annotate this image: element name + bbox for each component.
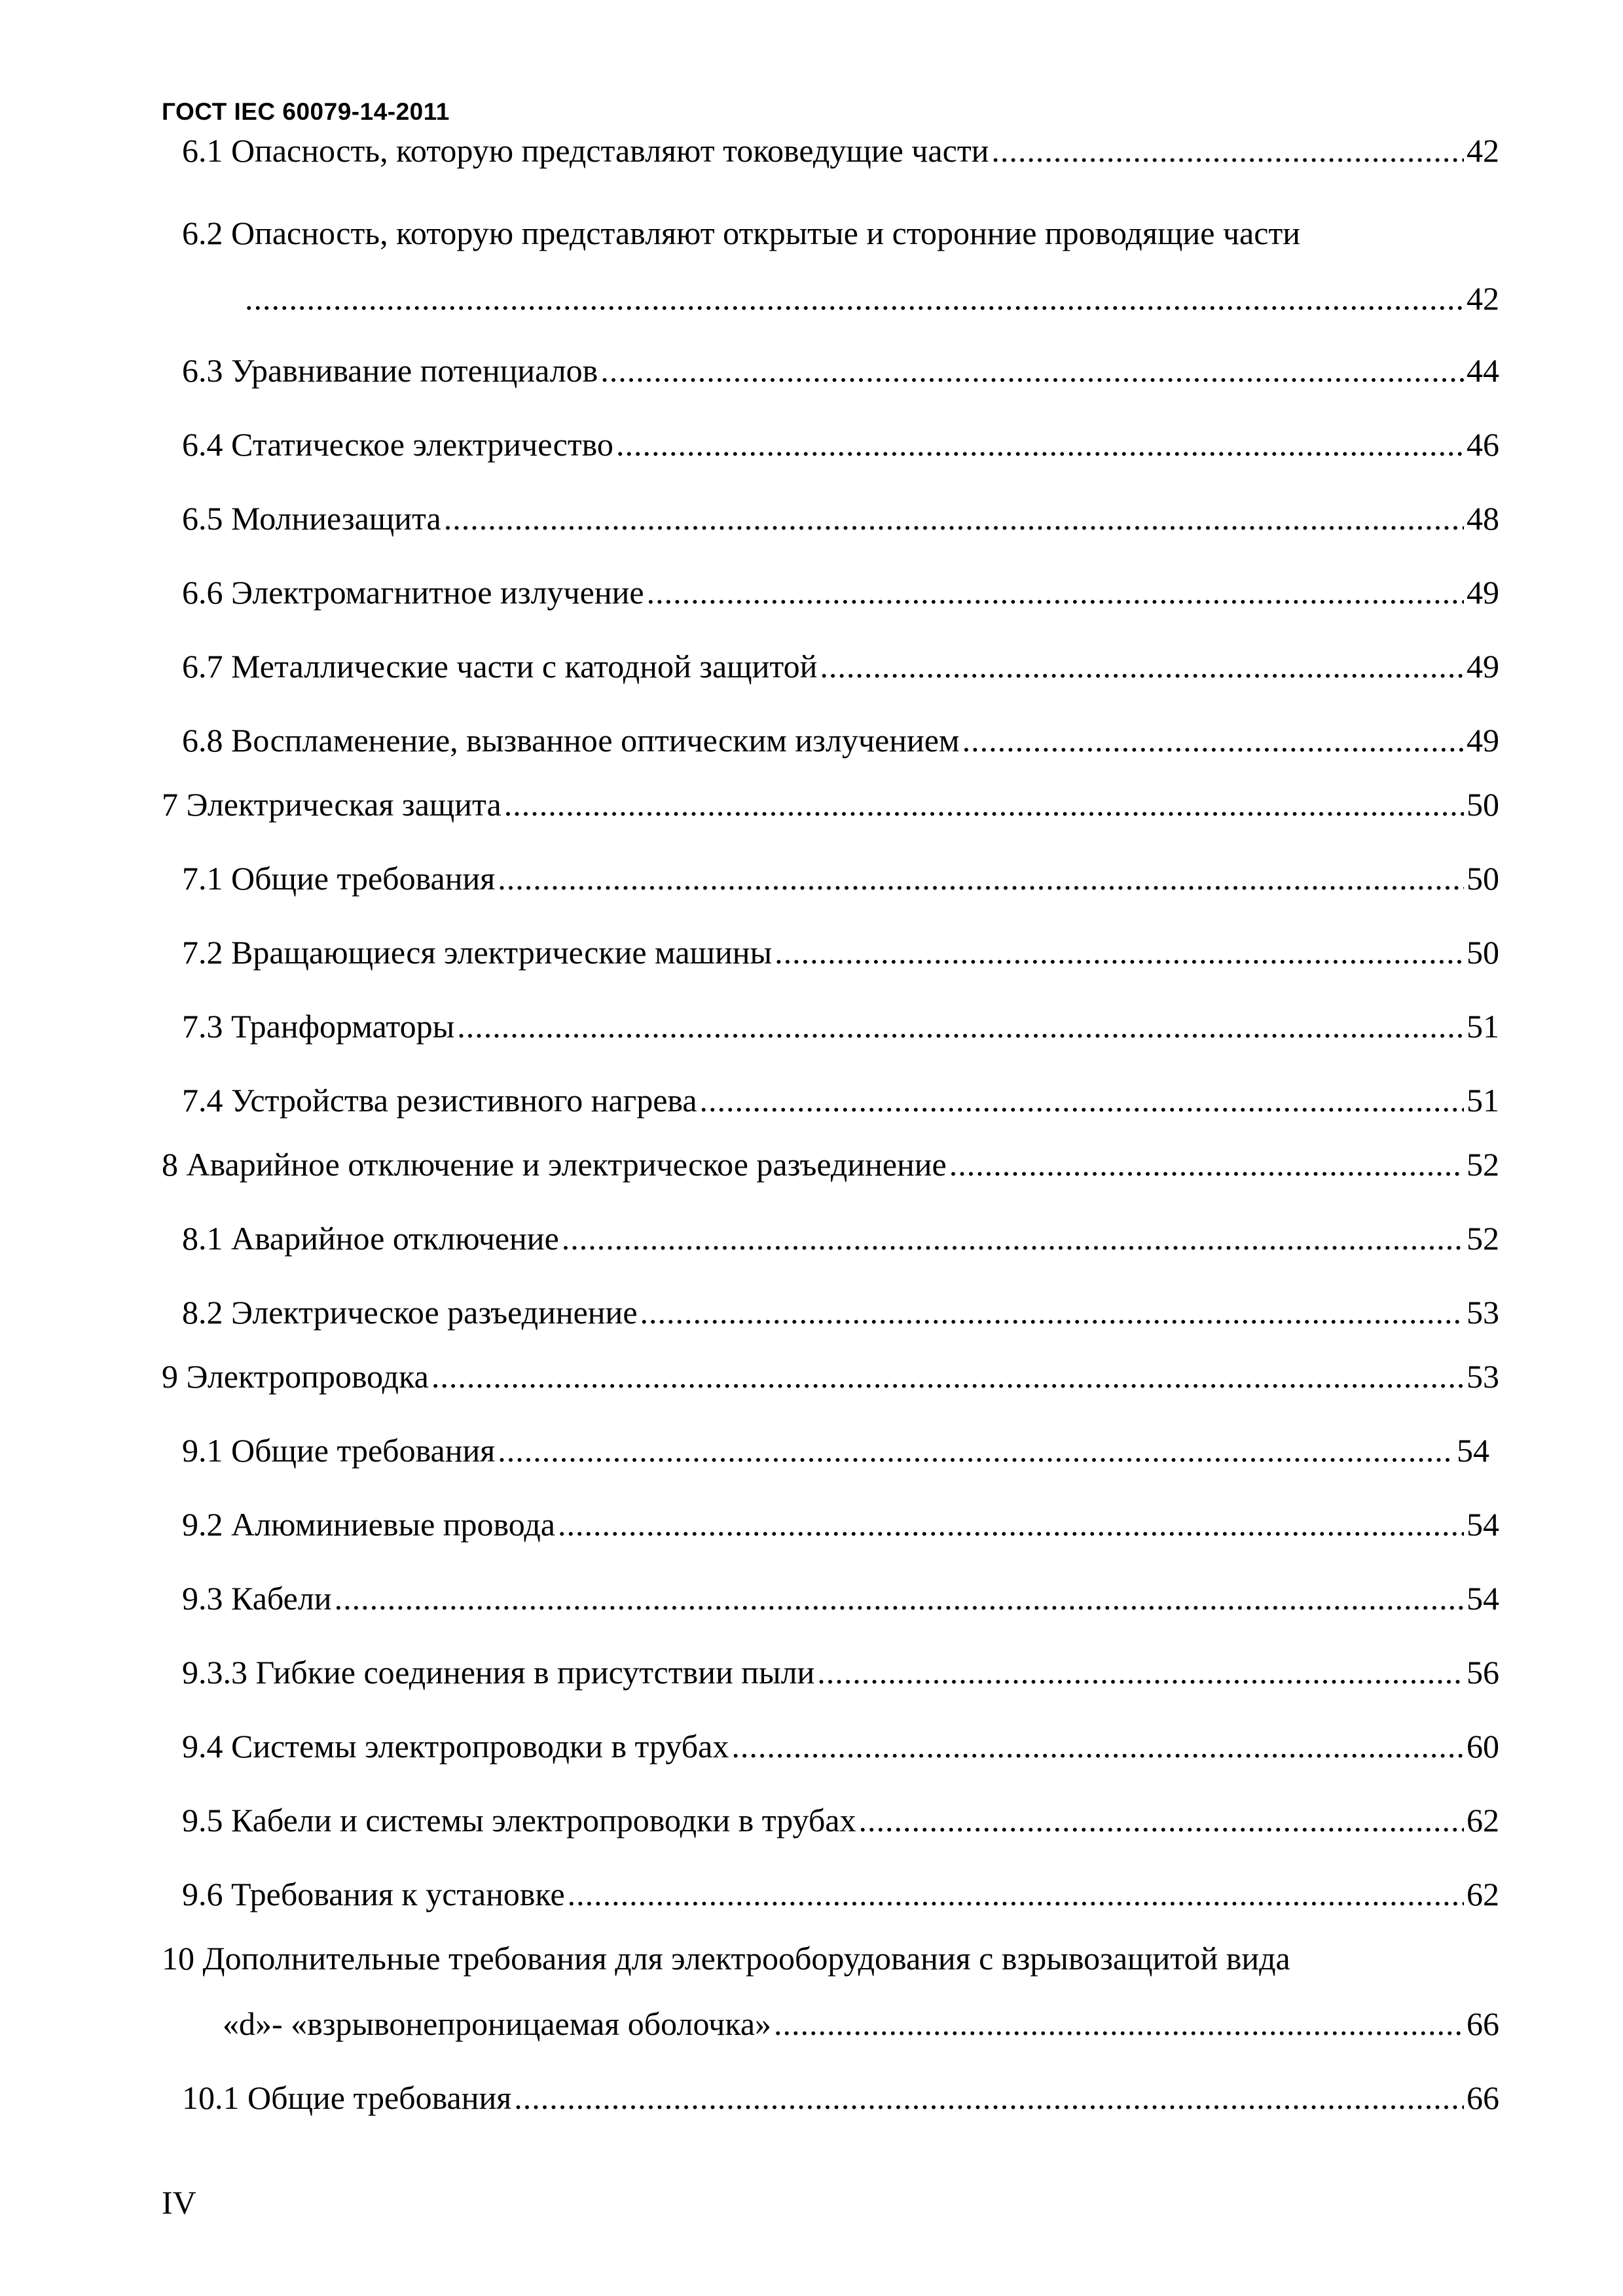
dot-leader [245, 279, 1464, 318]
toc-entry-title: 9.1 Общие требования [182, 1432, 496, 1469]
toc-entry-6-3[interactable] [182, 351, 1499, 390]
toc-entry-title: 6.8 Воспламенение, вызванное оптическим излучением [182, 722, 960, 759]
toc-entry-title-cont: «d»- «взрывонепроницаемая оболочка» [223, 2005, 772, 2042]
dot-leader [647, 573, 1464, 612]
dot-leader [731, 1727, 1464, 1766]
dot-leader [859, 1801, 1465, 1840]
toc-entry-6-8[interactable] [182, 721, 1499, 760]
page-number: IV [162, 2184, 196, 2221]
toc-entry-page: 66 [1467, 2005, 1499, 2042]
toc-entry-10[interactable] [162, 1939, 1290, 1978]
toc-entry-page: 50 [1467, 786, 1499, 823]
dot-leader [444, 499, 1464, 538]
toc-entry-page: 48 [1467, 500, 1499, 537]
toc-entry-title: 8 Аварийное отключение и электрическое разъединение [162, 1146, 947, 1183]
toc-entry-title: 9.2 Алюминиевые провода [182, 1506, 555, 1543]
dot-leader [640, 1293, 1464, 1332]
toc-entry-6-2[interactable] [182, 213, 1300, 253]
toc-entry-title: 9.6 Требования к установке [182, 1876, 565, 1912]
toc-entry-10-1[interactable] [182, 2078, 1499, 2117]
toc-entry-9-4[interactable] [182, 1727, 1499, 1766]
toc-entry-6-4[interactable] [182, 425, 1499, 464]
toc-entry-9-1[interactable] [182, 1431, 1489, 1470]
toc-entry-title: 8.2 Электрическое разъединение [182, 1294, 638, 1331]
dot-leader [962, 721, 1464, 760]
toc-entry-title: 6.4 Статическое электричество [182, 426, 613, 463]
toc-entry-title: 6.2 Опасность, которую представляют открытые и сторонние проводящие части [182, 215, 1301, 251]
toc-entry-title: 7.3 Транформаторы [182, 1008, 455, 1045]
toc-entry-6-5[interactable] [182, 499, 1499, 538]
dot-leader [700, 1081, 1464, 1120]
toc-entry-8[interactable] [162, 1145, 1499, 1184]
toc-entry-title: 9.4 Системы электропроводки в трубах [182, 1728, 729, 1765]
dot-leader [775, 933, 1464, 972]
toc-entry-page: 44 [1467, 352, 1499, 389]
dot-leader [600, 351, 1464, 390]
toc-entry-page: 50 [1467, 860, 1499, 897]
toc-entry-6-6[interactable] [182, 573, 1499, 612]
toc-entry-9-6[interactable] [182, 1874, 1499, 1914]
toc-entry-title: 7.4 Устройства резистивного нагрева [182, 1082, 697, 1119]
dot-leader [431, 1357, 1464, 1396]
toc-entry-title: 6.5 Молниезащита [182, 500, 441, 537]
dot-leader [498, 1431, 1454, 1470]
toc-entry-page: 51 [1467, 1008, 1499, 1045]
dot-leader [498, 859, 1464, 898]
toc-entry-page: 53 [1467, 1294, 1499, 1331]
toc-entry-7-4[interactable] [182, 1081, 1499, 1120]
dot-leader [514, 2078, 1464, 2117]
toc-entry-page: 62 [1467, 1802, 1499, 1839]
toc-entry-10-continuation [223, 2004, 1499, 2043]
dot-leader [774, 2004, 1464, 2043]
toc-entry-title: 9.5 Кабели и системы электропроводки в трубах [182, 1802, 856, 1839]
toc-entry-page: 42 [1467, 132, 1499, 169]
toc-entry-7[interactable] [162, 785, 1499, 824]
toc-entry-page: 49 [1467, 722, 1499, 759]
toc-entry-7-1[interactable] [182, 859, 1499, 898]
toc-entry-title: 10.1 Общие требования [182, 2079, 512, 2116]
toc-entry-6-2-leader [245, 279, 1499, 318]
dot-leader [817, 1653, 1464, 1692]
toc-entry-page: 60 [1467, 1728, 1499, 1765]
toc-entry-page: 49 [1467, 648, 1499, 685]
toc-entry-9[interactable] [162, 1357, 1499, 1396]
toc-entry-title: 7.2 Вращающиеся электрические машины [182, 934, 773, 971]
toc-entry-title: 7.1 Общие требования [182, 860, 496, 897]
toc-entry-title: 6.6 Электромагнитное излучение [182, 574, 644, 611]
toc-entry-9-3-3[interactable] [182, 1653, 1499, 1692]
toc-entry-page: 66 [1467, 2079, 1499, 2116]
dot-leader [991, 131, 1464, 170]
dot-leader [949, 1145, 1464, 1184]
toc-entry-title: 9 Электропроводка [162, 1358, 429, 1395]
dot-leader [335, 1579, 1464, 1618]
toc-entry-page: 54 [1467, 1580, 1499, 1617]
toc-entry-7-3[interactable] [182, 1007, 1499, 1046]
toc-entry-6-1[interactable] [182, 131, 1499, 170]
toc-entry-page: 50 [1467, 934, 1499, 971]
toc-entry-8-1[interactable] [182, 1219, 1499, 1258]
toc-entry-9-5[interactable] [182, 1801, 1499, 1840]
toc-entry-title: 7 Электрическая защита [162, 786, 501, 823]
toc-entry-title: 6.7 Металлические части с катодной защитой [182, 648, 818, 685]
toc-entry-page: 52 [1467, 1146, 1499, 1183]
dot-leader [616, 425, 1464, 464]
dot-leader [820, 647, 1464, 686]
document-code-header: ГОСТ IEC 60079-14-2011 [162, 98, 450, 125]
dot-leader [568, 1874, 1464, 1914]
toc-entry-page: 53 [1467, 1358, 1499, 1395]
dot-leader [558, 1505, 1464, 1544]
toc-entry-page: 46 [1467, 426, 1499, 463]
toc-entry-page: 54 [1467, 1506, 1499, 1543]
toc-entry-page: 62 [1467, 1876, 1499, 1912]
toc-entry-9-3[interactable] [182, 1579, 1499, 1618]
toc-entry-8-2[interactable] [182, 1293, 1499, 1332]
toc-entry-title: 6.3 Уравнивание потенциалов [182, 352, 598, 389]
toc-entry-page: 56 [1467, 1654, 1499, 1691]
toc-entry-page: 54 [1457, 1432, 1489, 1469]
toc-entry-page: 51 [1467, 1082, 1499, 1119]
toc-entry-title: 9.3.3 Гибкие соединения в присутствии пыли [182, 1654, 815, 1691]
toc-entry-page: 52 [1467, 1220, 1499, 1257]
toc-entry-page: 42 [1467, 280, 1499, 317]
toc-entry-title: 6.1 Опасность, которую представляют токоведущие части [182, 132, 989, 169]
toc-entry-9-2[interactable] [182, 1505, 1499, 1544]
toc-entry-7-2[interactable] [182, 933, 1499, 972]
toc-entry-6-7[interactable] [182, 647, 1499, 686]
dot-leader [504, 785, 1464, 824]
toc-entry-title: 9.3 Кабели [182, 1580, 332, 1617]
toc-entry-title: 10 Дополнительные требования для электрооборудования с взрывозащитой вида [162, 1940, 1290, 1977]
dot-leader [562, 1219, 1464, 1258]
toc-entry-title: 8.1 Аварийное отключение [182, 1220, 559, 1257]
dot-leader [457, 1007, 1464, 1046]
toc-entry-page: 49 [1467, 574, 1499, 611]
